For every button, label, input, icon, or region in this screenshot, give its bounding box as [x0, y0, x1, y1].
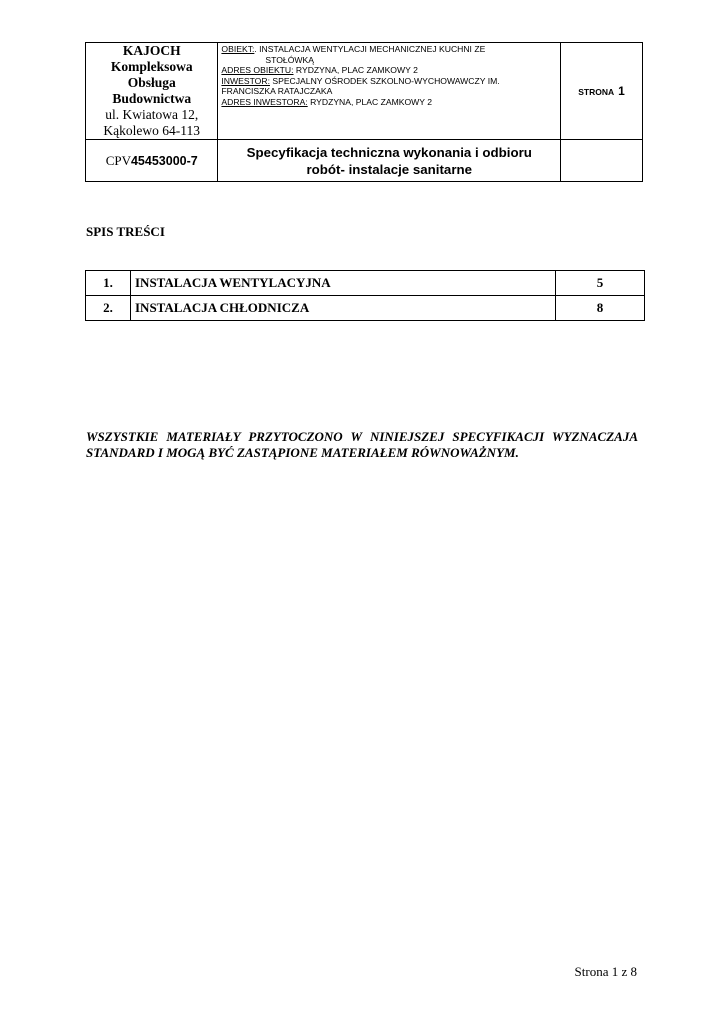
company-name: KAJOCH [122, 43, 181, 58]
obiekt-label: OBIEKT: [221, 44, 255, 54]
title-line1: Specyfikacja techniczna wykonania i odbioru [246, 144, 532, 160]
document-title [218, 140, 561, 182]
adres-inwestora-label: ADRES INWESTORA: [221, 96, 308, 107]
obiekt-value: . INSTALACJA WENTYLACJI MECHANICZNEJ KUCHNI ZE [254, 44, 486, 54]
toc-item-number: 1. [86, 271, 131, 296]
table-of-contents [85, 270, 645, 321]
cpv-cell [86, 140, 218, 182]
company-block [86, 43, 218, 140]
company-line3: Budownictwa [112, 91, 192, 106]
cpv-code: 45453000-7 [130, 153, 198, 168]
toc-item-page: 8 [556, 296, 645, 321]
inwestor-value-continued: FRANCISZKA RATAJCZAKA [221, 86, 333, 97]
toc-item-page: 5 [556, 271, 645, 296]
adres-obiektu-row [221, 65, 557, 76]
page-footer: Strona 1 z 8 [574, 964, 637, 979]
obiekt-value-continued: STOŁÓWKĄ [265, 54, 314, 65]
strona-number: 1 [618, 84, 625, 98]
toc-item-title: INSTALACJA CHŁODNICZA [131, 296, 556, 321]
toc-item-number: 2. [86, 296, 131, 321]
cpv-prefix: CPV [105, 152, 131, 168]
adres-inwestora-row [221, 97, 557, 108]
company-line2: Kompleksowa Obsługa [110, 59, 193, 90]
strona-label: STRONA [578, 87, 615, 97]
adres-obiektu-label: ADRES OBIEKTU: [221, 65, 294, 76]
project-info [218, 43, 561, 140]
document-header [85, 42, 643, 182]
obiekt-row [221, 44, 557, 55]
company-address2: Kąkolewo 64-113 [103, 123, 201, 138]
company-address1: ul. Kwiatowa 12, [105, 107, 199, 122]
inwestor-row [221, 76, 557, 87]
inwestor-value: SPECJALNY OŚRODEK SZKOLNO-WYCHOWAWCZY IM. [269, 75, 500, 86]
toc-row [86, 296, 645, 321]
toc-heading: SPIS TREŚCI [86, 224, 165, 239]
adres-inwestora-value: RYDZYNA, PLAC ZAMKOWY 2 [307, 96, 433, 107]
page-number-cell [561, 43, 643, 140]
inwestor-label: INWESTOR: [221, 75, 270, 86]
materials-note: WSZYSTKIE MATERIAŁY PRZYTOCZONO W NINIEJSZEJ SPECYFIKACJI WYZNACZAJA STANDARD I MOGĄ BYĆ ZASTĄPIONE MATERIAŁEM RÓWNOWAŻNYM. [86, 429, 638, 460]
title-line2: robót- instalacje sanitarne [306, 161, 473, 177]
toc-item-title: INSTALACJA WENTYLACYJNA [131, 271, 556, 296]
empty-cell [561, 140, 643, 182]
toc-row [86, 271, 645, 296]
adres-obiektu-value: RYDZYNA, PLAC ZAMKOWY 2 [293, 65, 418, 76]
